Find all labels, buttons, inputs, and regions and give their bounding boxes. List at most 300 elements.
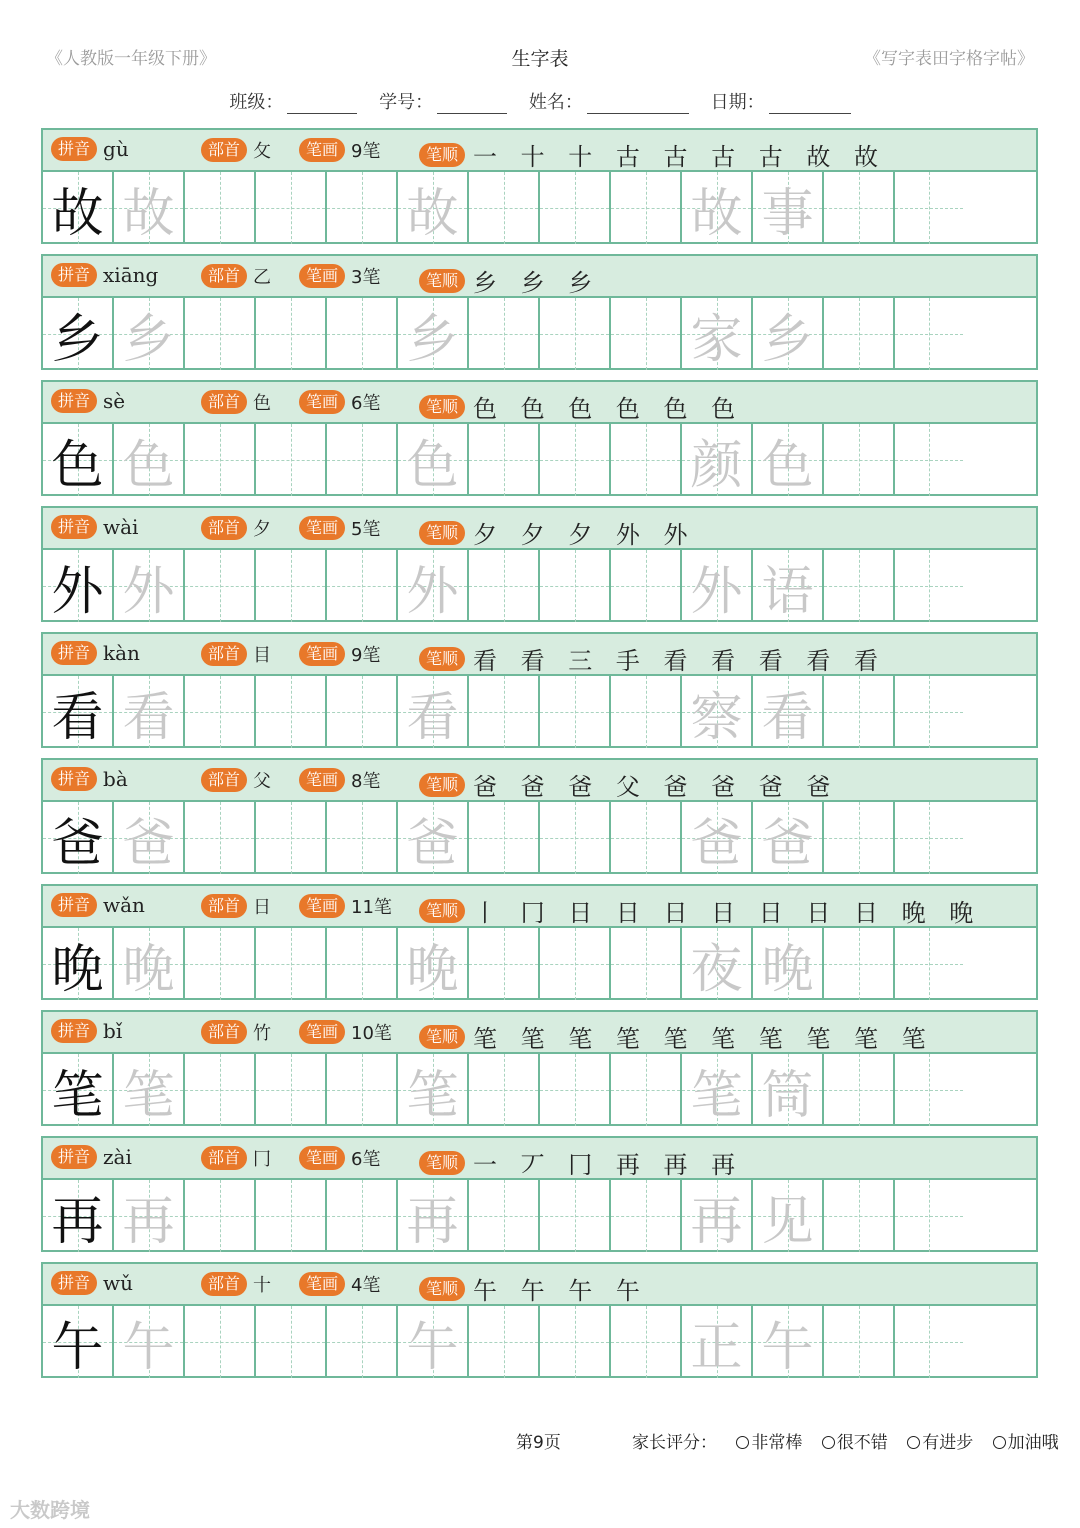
- radical: [201, 1145, 271, 1171]
- grid-cell[interactable]: [895, 928, 963, 1000]
- trace-character: 爸: [406, 813, 459, 874]
- trace-character: 事: [761, 183, 814, 244]
- pinyin-value: gù: [103, 137, 129, 161]
- grid-cell[interactable]: [469, 928, 540, 1000]
- radical-tag: 部首: [201, 1272, 247, 1296]
- stroke-order-value: 一 丆 冂 再 再 再: [473, 1151, 744, 1179]
- grid-cell[interactable]: [540, 1180, 611, 1252]
- grid-cell[interactable]: [611, 550, 682, 622]
- grid-cell[interactable]: [611, 298, 682, 370]
- grid-cell[interactable]: [824, 1180, 895, 1252]
- grid-cell[interactable]: [327, 802, 398, 874]
- pinyin-tag: 拼音: [51, 137, 97, 161]
- rating-label: 家长评分：: [632, 1433, 717, 1453]
- grid-cell[interactable]: [611, 424, 682, 496]
- grid-cell[interactable]: [398, 298, 469, 370]
- class-field[interactable]: [287, 95, 357, 114]
- grid-cell[interactable]: [398, 802, 469, 874]
- trace-character: 看: [406, 687, 459, 748]
- grid-cell[interactable]: [682, 1306, 753, 1378]
- grid-cell[interactable]: [611, 676, 682, 748]
- stroke-order-value: 午 午 午 午: [473, 1277, 648, 1305]
- grid-cell[interactable]: [611, 802, 682, 874]
- trace-character: 看: [122, 687, 175, 748]
- grid-cell[interactable]: [753, 1306, 824, 1378]
- trace-character: 爸: [761, 813, 814, 874]
- trace-character: 再: [690, 1191, 743, 1252]
- grid-cell[interactable]: [398, 1054, 469, 1126]
- model-character: 午: [51, 1317, 104, 1378]
- pinyin-value: wǔ: [103, 1271, 134, 1295]
- grid-cell[interactable]: [682, 298, 753, 370]
- grid-cell[interactable]: [43, 550, 114, 622]
- grid-cell[interactable]: [540, 676, 611, 748]
- grid-cell[interactable]: [114, 676, 185, 748]
- grid-cell[interactable]: [185, 1180, 256, 1252]
- grid-cell[interactable]: [540, 298, 611, 370]
- char-row: [41, 1010, 1038, 1126]
- trace-character: 色: [406, 435, 459, 496]
- grid-cell[interactable]: [469, 802, 540, 874]
- stroke-order: [419, 515, 696, 550]
- grid-cell[interactable]: [540, 424, 611, 496]
- grid-cell[interactable]: [682, 802, 753, 874]
- grid-cell[interactable]: [895, 676, 963, 748]
- trace-character: 午: [122, 1317, 175, 1378]
- grid-cell[interactable]: [895, 550, 963, 622]
- radical-value: 夕: [253, 519, 272, 540]
- grid-cell[interactable]: [469, 298, 540, 370]
- radio-circle-icon: [822, 1436, 835, 1449]
- grid-cell[interactable]: [398, 1306, 469, 1378]
- pinyin-tag: 拼音: [51, 1145, 97, 1169]
- grid-cell[interactable]: [398, 424, 469, 496]
- pinyin: [51, 1019, 122, 1043]
- grid-cell[interactable]: [185, 1054, 256, 1126]
- stroke-order-tag: 笔顺: [419, 521, 465, 545]
- date-label: 日期：: [710, 92, 765, 113]
- char-row: [41, 884, 1038, 1000]
- pinyin-tag: 拼音: [51, 893, 97, 917]
- trace-character: 爸: [690, 813, 743, 874]
- stroke-order: [419, 1145, 743, 1180]
- trace-character: 笔: [406, 1065, 459, 1126]
- grid-cell[interactable]: [895, 298, 963, 370]
- strokes-tag: 笔画: [299, 516, 345, 540]
- pinyin: [51, 641, 140, 665]
- rating-option[interactable]: 有进步: [907, 1433, 973, 1453]
- grid-cell[interactable]: [256, 550, 327, 622]
- radio-circle-icon: [907, 1436, 920, 1449]
- strokes: [299, 515, 380, 541]
- grid-cell[interactable]: [185, 676, 256, 748]
- trace-character: 夜: [690, 939, 743, 1000]
- radical-tag: 部首: [201, 138, 247, 162]
- grid-cell[interactable]: [398, 928, 469, 1000]
- stroke-order: [419, 1271, 648, 1306]
- grid-cell[interactable]: [43, 424, 114, 496]
- stroke-order: [419, 263, 600, 298]
- trace-character: 晚: [406, 939, 459, 1000]
- char-row: [41, 506, 1038, 622]
- grid-cell[interactable]: [256, 676, 327, 748]
- radical-tag: 部首: [201, 642, 247, 666]
- stroke-order-tag: 笔顺: [419, 773, 465, 797]
- strokes-tag: 笔画: [299, 768, 345, 792]
- strokes: [299, 641, 380, 667]
- trace-character: 语: [761, 561, 814, 622]
- pinyin-tag: 拼音: [51, 1019, 97, 1043]
- grid-cell[interactable]: [185, 550, 256, 622]
- radical-tag: 部首: [201, 1146, 247, 1170]
- page-title: 生字表: [511, 48, 569, 70]
- grid-cell[interactable]: [114, 1054, 185, 1126]
- grid-cell[interactable]: [469, 676, 540, 748]
- trace-character: 看: [761, 687, 814, 748]
- grid-cell[interactable]: [824, 424, 895, 496]
- strokes-value: 5笔: [351, 519, 381, 540]
- grid-cell[interactable]: [753, 172, 824, 244]
- pinyin-tag: 拼音: [51, 389, 97, 413]
- grid-cell[interactable]: [753, 928, 824, 1000]
- radio-circle-icon: [736, 1436, 749, 1449]
- grid-cell[interactable]: [43, 298, 114, 370]
- grid-cell[interactable]: [753, 676, 824, 748]
- grid-cell[interactable]: [469, 1054, 540, 1126]
- radical: [201, 893, 271, 919]
- grid-cell[interactable]: [824, 1306, 895, 1378]
- stroke-order-value: 笔 笔 笔 笔 笔 笔 笔 笔 笔 笔: [473, 1025, 934, 1053]
- pinyin: [51, 1145, 132, 1169]
- grid-cell[interactable]: [682, 424, 753, 496]
- grid-cell[interactable]: [540, 172, 611, 244]
- student-no-label: 学号：: [379, 92, 434, 113]
- trace-character: 故: [406, 183, 459, 244]
- char-row: [41, 128, 1038, 244]
- stroke-order-value: 一 十 十 古 古 古 古 故 故: [473, 143, 887, 171]
- grid-cell[interactable]: [824, 298, 895, 370]
- radical-tag: 部首: [201, 894, 247, 918]
- name-field[interactable]: [587, 95, 689, 114]
- grid-cell[interactable]: [43, 1180, 114, 1252]
- grid-cell[interactable]: [753, 1180, 824, 1252]
- strokes: [299, 1145, 380, 1171]
- grid-cell[interactable]: [611, 1054, 682, 1126]
- name-label: 姓名：: [528, 92, 583, 113]
- grid-cell[interactable]: [114, 298, 185, 370]
- grid-cell[interactable]: [398, 172, 469, 244]
- grid-cell[interactable]: [398, 550, 469, 622]
- grid-cell[interactable]: [43, 1054, 114, 1126]
- grid-cell[interactable]: [327, 298, 398, 370]
- pinyin-value: bǐ: [103, 1019, 123, 1043]
- strokes: [299, 767, 380, 793]
- trace-character: 晚: [122, 939, 175, 1000]
- stroke-order-value: 看 看 三 手 看 看 看 看 看: [473, 647, 887, 675]
- radical-value: 冂: [253, 1149, 272, 1170]
- grid-cell[interactable]: [43, 1306, 114, 1378]
- pinyin-value: wǎn: [103, 893, 145, 917]
- pinyin: [51, 137, 129, 161]
- grid-cell[interactable]: [114, 1180, 185, 1252]
- trace-character: 正: [690, 1317, 743, 1378]
- student-no-field[interactable]: [437, 95, 507, 114]
- grid-cell[interactable]: [256, 298, 327, 370]
- pinyin-value: bà: [103, 767, 128, 791]
- trace-character: 筒: [761, 1065, 814, 1126]
- stroke-order-tag: 笔顺: [419, 269, 465, 293]
- grid-cell[interactable]: [327, 928, 398, 1000]
- trace-character: 故: [122, 183, 175, 244]
- grid-cell[interactable]: [43, 676, 114, 748]
- trace-character: 故: [690, 183, 743, 244]
- trace-character: 察: [690, 687, 743, 748]
- student-info: [0, 88, 1080, 114]
- grid-cell[interactable]: [682, 1180, 753, 1252]
- radical-value: 十: [253, 1275, 272, 1296]
- tianzige-grid: [43, 928, 1036, 1000]
- grid-cell[interactable]: [114, 424, 185, 496]
- grid-cell[interactable]: [682, 928, 753, 1000]
- strokes-value: 8笔: [351, 771, 381, 792]
- pinyin-value: xiāng: [103, 263, 159, 287]
- grid-cell[interactable]: [895, 1306, 963, 1378]
- model-character: 看: [51, 687, 104, 748]
- radical-tag: 部首: [201, 768, 247, 792]
- stroke-order-value: 夕 夕 夕 外 外: [473, 521, 696, 549]
- grid-cell[interactable]: [895, 1180, 963, 1252]
- grid-cell[interactable]: [611, 172, 682, 244]
- stroke-order: [419, 1019, 934, 1054]
- pinyin-tag: 拼音: [51, 263, 97, 287]
- grid-cell[interactable]: [824, 928, 895, 1000]
- grid-cell[interactable]: [469, 1180, 540, 1252]
- radio-circle-icon: [993, 1436, 1006, 1449]
- stroke-order: [419, 137, 886, 172]
- grid-cell[interactable]: [753, 424, 824, 496]
- grid-cell[interactable]: [327, 550, 398, 622]
- strokes-value: 9笔: [351, 141, 381, 162]
- grid-cell[interactable]: [256, 928, 327, 1000]
- grid-cell[interactable]: [114, 172, 185, 244]
- grid-cell[interactable]: [469, 424, 540, 496]
- row-header: [43, 1138, 1036, 1180]
- stroke-order-value: 爸 爸 爸 父 爸 爸 爸 爸: [473, 773, 839, 801]
- strokes-value: 6笔: [351, 1149, 381, 1170]
- rating-option[interactable]: 加油哦: [993, 1433, 1059, 1453]
- grid-cell[interactable]: [540, 802, 611, 874]
- date-field[interactable]: [769, 95, 851, 114]
- rating-option[interactable]: 非常棒: [736, 1433, 802, 1453]
- row-header: [43, 760, 1036, 802]
- row-header: [43, 508, 1036, 550]
- grid-cell[interactable]: [753, 550, 824, 622]
- pinyin-value: zài: [103, 1145, 132, 1169]
- stroke-order-value: 乡 乡 乡: [473, 269, 601, 297]
- grid-cell[interactable]: [256, 172, 327, 244]
- grid-cell[interactable]: [327, 1180, 398, 1252]
- trace-character: 颜: [690, 435, 743, 496]
- strokes-value: 10笔: [351, 1023, 392, 1044]
- grid-cell[interactable]: [682, 1054, 753, 1126]
- stroke-order: [419, 389, 743, 424]
- strokes: [299, 1019, 392, 1045]
- char-row: [41, 1136, 1038, 1252]
- grid-cell[interactable]: [895, 802, 963, 874]
- grid-cell[interactable]: [327, 172, 398, 244]
- grid-cell[interactable]: [114, 550, 185, 622]
- grid-cell[interactable]: [398, 676, 469, 748]
- grid-cell[interactable]: [469, 550, 540, 622]
- radical: [201, 263, 271, 289]
- char-row: [41, 1262, 1038, 1378]
- pinyin-tag: 拼音: [51, 1271, 97, 1295]
- radical-value: 攵: [253, 141, 272, 162]
- grid-cell[interactable]: [43, 928, 114, 1000]
- grid-cell[interactable]: [256, 1306, 327, 1378]
- grid-cell[interactable]: [895, 424, 963, 496]
- grid-cell[interactable]: [327, 1054, 398, 1126]
- grid-cell[interactable]: [540, 1306, 611, 1378]
- grid-cell[interactable]: [185, 1306, 256, 1378]
- strokes-value: 6笔: [351, 393, 381, 414]
- strokes-tag: 笔画: [299, 1272, 345, 1296]
- trace-character: 再: [122, 1191, 175, 1252]
- grid-cell[interactable]: [611, 928, 682, 1000]
- stroke-order-tag: 笔顺: [419, 647, 465, 671]
- grid-cell[interactable]: [611, 1306, 682, 1378]
- grid-cell[interactable]: [753, 298, 824, 370]
- workbook-title: 《写字表田字格字帖》: [864, 49, 1034, 69]
- pinyin: [51, 767, 128, 791]
- grid-cell[interactable]: [114, 1306, 185, 1378]
- trace-character: 家: [690, 309, 743, 370]
- trace-character: 乡: [406, 309, 459, 370]
- model-character: 外: [51, 561, 104, 622]
- trace-character: 笔: [122, 1065, 175, 1126]
- grid-cell[interactable]: [43, 172, 114, 244]
- grid-cell[interactable]: [824, 550, 895, 622]
- stroke-order: [419, 893, 981, 928]
- stroke-order-tag: 笔顺: [419, 1277, 465, 1301]
- radical: [201, 1019, 271, 1045]
- radical: [201, 389, 271, 415]
- grid-cell[interactable]: [327, 676, 398, 748]
- strokes-value: 11笔: [351, 897, 392, 918]
- radical-tag: 部首: [201, 1020, 247, 1044]
- strokes-tag: 笔画: [299, 642, 345, 666]
- grid-cell[interactable]: [256, 1054, 327, 1126]
- grid-cell[interactable]: [469, 172, 540, 244]
- watermark: 大数跨境: [10, 1498, 90, 1522]
- grid-cell[interactable]: [327, 1306, 398, 1378]
- pinyin: [51, 1271, 133, 1295]
- radical: [201, 515, 271, 541]
- radical-tag: 部首: [201, 390, 247, 414]
- grid-cell[interactable]: [540, 1054, 611, 1126]
- grid-cell[interactable]: [185, 802, 256, 874]
- parent-rating: [632, 1428, 1059, 1453]
- stroke-order-value: 丨 冂 日 日 日 日 日 日 日 晚 晚: [473, 899, 982, 927]
- row-header: [43, 634, 1036, 676]
- grid-cell[interactable]: [256, 424, 327, 496]
- trace-character: 见: [761, 1191, 814, 1252]
- radical-value: 父: [253, 771, 272, 792]
- radical-value: 乙: [253, 267, 272, 288]
- grid-cell[interactable]: [185, 424, 256, 496]
- stroke-order-tag: 笔顺: [419, 143, 465, 167]
- grid-cell[interactable]: [540, 928, 611, 1000]
- rating-option[interactable]: 很不错: [822, 1433, 888, 1453]
- grid-cell[interactable]: [682, 550, 753, 622]
- grid-cell[interactable]: [185, 928, 256, 1000]
- tianzige-grid: [43, 298, 1036, 370]
- strokes-tag: 笔画: [299, 894, 345, 918]
- pinyin-value: wài: [103, 515, 139, 539]
- radical-value: 日: [253, 897, 272, 918]
- pinyin: [51, 263, 158, 287]
- radical-value: 目: [253, 645, 272, 666]
- grid-cell[interactable]: [540, 550, 611, 622]
- trace-character: 午: [761, 1317, 814, 1378]
- pinyin-tag: 拼音: [51, 767, 97, 791]
- grid-cell[interactable]: [398, 1180, 469, 1252]
- radical: [201, 137, 271, 163]
- strokes: [299, 389, 380, 415]
- grid-cell[interactable]: [895, 172, 963, 244]
- row-header: [43, 130, 1036, 172]
- grid-cell[interactable]: [682, 676, 753, 748]
- book-title: 《人教版一年级下册》: [46, 49, 216, 69]
- grid-cell[interactable]: [824, 172, 895, 244]
- grid-cell[interactable]: [611, 1180, 682, 1252]
- trace-character: 晚: [761, 939, 814, 1000]
- trace-character: 笔: [690, 1065, 743, 1126]
- row-header: [43, 886, 1036, 928]
- grid-cell[interactable]: [753, 802, 824, 874]
- grid-cell[interactable]: [185, 172, 256, 244]
- trace-character: 午: [406, 1317, 459, 1378]
- grid-cell[interactable]: [185, 298, 256, 370]
- char-row: [41, 632, 1038, 748]
- tianzige-grid: [43, 676, 1036, 748]
- grid-cell[interactable]: [114, 802, 185, 874]
- grid-cell[interactable]: [824, 676, 895, 748]
- tianzige-grid: [43, 172, 1036, 244]
- pinyin-tag: 拼音: [51, 515, 97, 539]
- pinyin-tag: 拼音: [51, 641, 97, 665]
- trace-character: 外: [690, 561, 743, 622]
- grid-cell[interactable]: [469, 1306, 540, 1378]
- stroke-order-tag: 笔顺: [419, 1151, 465, 1175]
- grid-cell[interactable]: [682, 172, 753, 244]
- strokes: [299, 263, 380, 289]
- radical-tag: 部首: [201, 516, 247, 540]
- strokes: [299, 1271, 380, 1297]
- grid-cell[interactable]: [256, 802, 327, 874]
- tianzige-grid: [43, 802, 1036, 874]
- grid-cell[interactable]: [824, 1054, 895, 1126]
- grid-cell[interactable]: [895, 1054, 963, 1126]
- grid-cell[interactable]: [114, 928, 185, 1000]
- grid-cell[interactable]: [327, 424, 398, 496]
- pinyin: [51, 515, 138, 539]
- grid-cell[interactable]: [824, 802, 895, 874]
- grid-cell[interactable]: [256, 1180, 327, 1252]
- trace-character: 外: [122, 561, 175, 622]
- grid-cell[interactable]: [43, 802, 114, 874]
- grid-cell[interactable]: [753, 1054, 824, 1126]
